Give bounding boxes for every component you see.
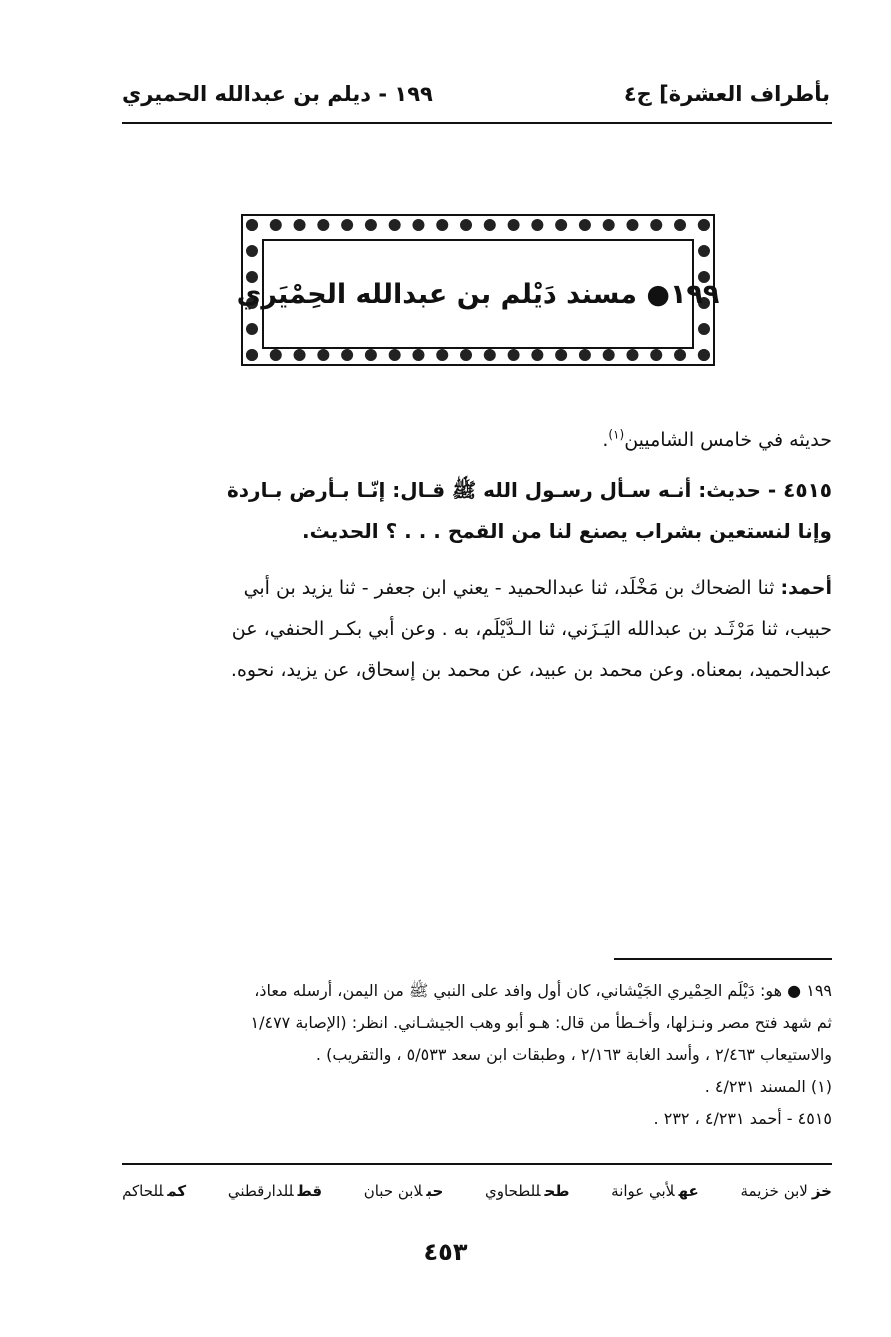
musnad-title-box [236,239,720,349]
takhrij-line-2: حبيب، ثنا مَرْثَـد بن عبدالله اليَـزَني، ثنا الـدَّيْلَم، به . وعن أبي بكـر الحنفي، عن [231,618,832,640]
running-header [122,76,830,112]
hadith-number: ٤٥١٥ [783,478,832,502]
hadith-line-1 [122,470,832,511]
takhrij-paragraph [122,568,832,691]
book-title: بأطراف العشرة] ج٤ [623,82,830,106]
musnad-heading [237,279,720,310]
takhrij-label: أحمد: [780,577,832,599]
abbreviation-item: عهلأبي عوانة [611,1182,699,1200]
intro-text: حديثه في خامس الشاميين [624,429,832,451]
hadith-line-2: وإنا لنستعين بشراب يصنع لنا من القمح . . . ؟ الحديث. [302,519,832,543]
footnote-line-1: ١٩٩ ● هو: دَيْلَم الحِمْيري الجَيْشاني، كان أول وافد على النبي ﷺ من اليمن، أرسله معاذ، [254,981,832,1000]
abbreviation-item: قطللدارقطني [227,1182,323,1200]
footnote-line-2: ثم شهد فتح مصر ونـزلها، وأخـطأ من قال: هـو أبو وهب الجيشـاني. انظر: (الإصابة ١/٤٧٧ [250,1013,832,1032]
hadith-paragraph [122,470,832,552]
abbreviation-legend [122,1182,832,1200]
musnad-number: ١٩٩● [646,278,720,310]
intro-paragraph [122,420,832,461]
header-divider [122,122,832,124]
takhrij-line-3: عبدالحميد، بمعناه. وعن محمد بن عبيد، عن محمد بن إسحاق، عن يزيد، نحوه. [230,659,832,681]
hadith-text-1: - حديث: أنـه سـأل رسـول الله ﷺ قـال: إنّـا بـأرض بـاردة [226,478,777,502]
musnad-title: مسند دَيْلم بن عبدالله الحِمْيَري [236,278,637,310]
abbreviation-item: حبلابن حبان [363,1182,444,1200]
section-title: ١٩٩ - ديلم بن عبدالله الحميري [122,82,433,106]
page-number: ٤٥٣ [423,1238,468,1266]
takhrij-text-1: ثنا الضحاك بن مَخْلَد، ثنا عبدالحميد - يعني ابن جعفر - ثنا يزيد بن أبي [243,577,775,599]
abbreviation-item: طحللطحاوي [485,1182,570,1200]
footnote-line-3: والاستيعاب ٢/٤٦٣ ، وأسد الغابة ٢/١٦٣ ، وطبقات ابن سعد ٥/٥٣٣ ، والتقريب) . [315,1045,832,1064]
intro-end: . [602,429,609,451]
footer-divider [122,1163,832,1165]
abbreviation-item: كمللحاكم [122,1182,187,1200]
abbreviation-item: خزلابن خزيمة [740,1182,832,1200]
footnote-line-5: ٤٥١٥ - أحمد ٤/٢٣١ ، ٢٣٢ . [653,1109,832,1128]
footnote-ref[interactable]: (١) [608,427,625,442]
takhrij-line-1 [122,568,832,609]
footnote-line-4: (١) المسند ٤/٢٣١ . [704,1077,832,1096]
footnotes [122,975,832,1135]
footnote-divider [614,958,832,960]
